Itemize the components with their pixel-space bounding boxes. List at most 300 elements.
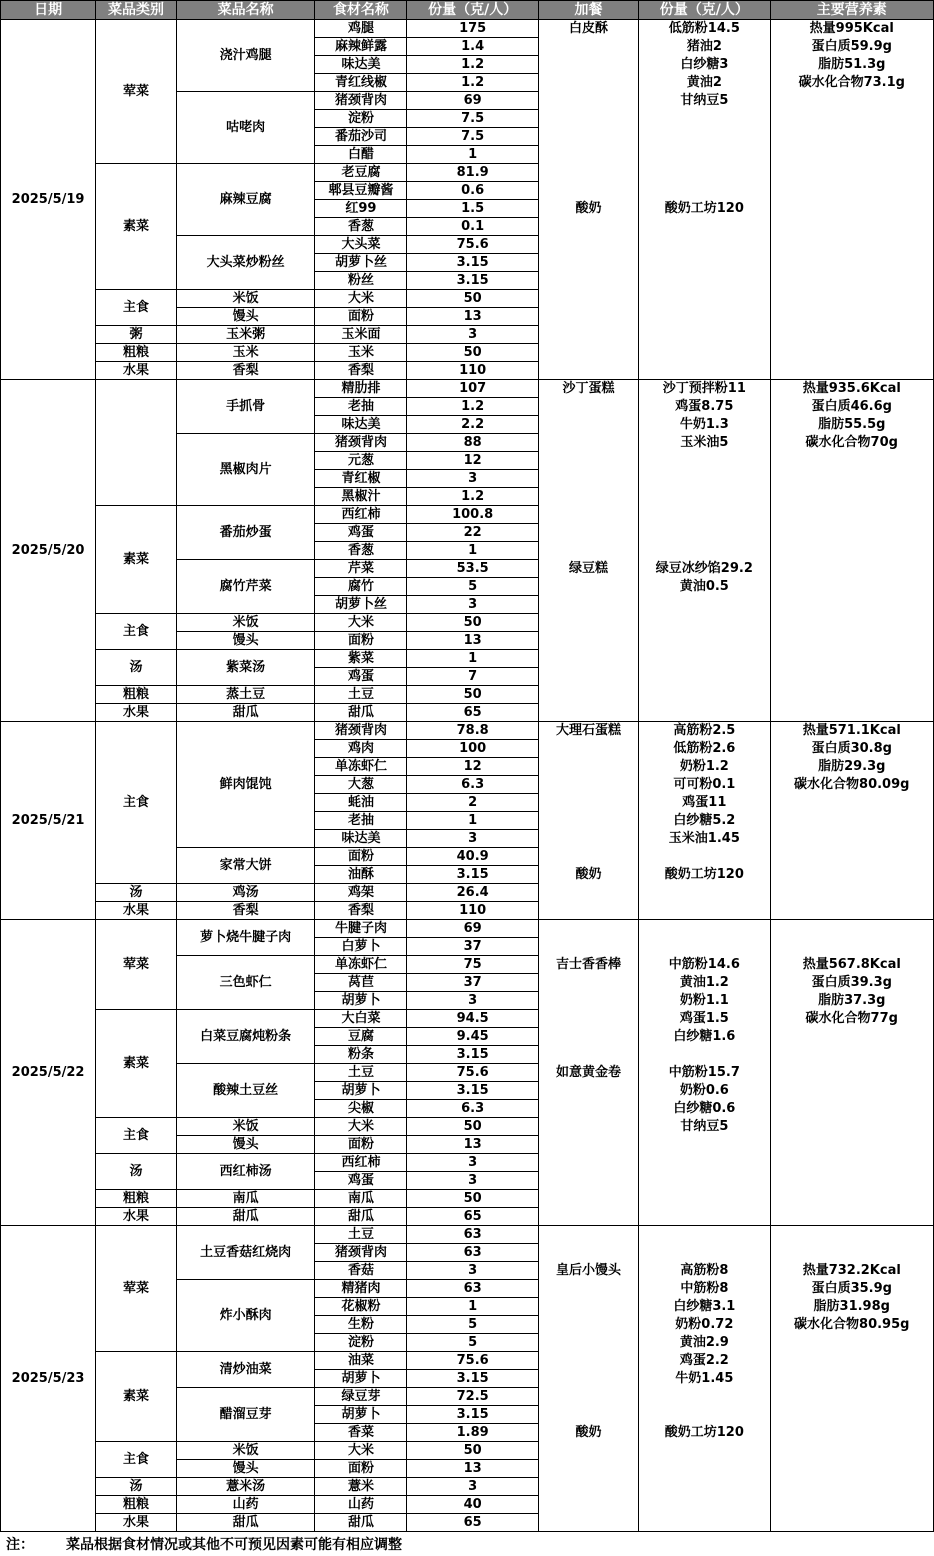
portion-cell: 12 — [407, 758, 538, 776]
portion-cell: 50 — [407, 344, 538, 362]
nutrition-item: 蛋白质35.9g — [811, 1281, 892, 1296]
snack-portion: 酸奶工坊120 — [664, 201, 744, 216]
portion-cell: 1 — [407, 146, 538, 164]
portion-cell: 22 — [407, 524, 538, 542]
portion-cell: 50 — [407, 1190, 538, 1208]
portion-cell: 3.15 — [407, 1046, 538, 1064]
dish-name-cell: 香梨 — [176, 362, 315, 380]
table-row — [1, 920, 934, 938]
ingredient-cell: 单冻虾仁 — [315, 758, 407, 776]
category-cell: 荤菜 — [96, 1226, 177, 1352]
portion-cell: 94.5 — [407, 1010, 538, 1028]
dish-name-cell: 米饭 — [176, 290, 315, 308]
ingredient-cell: 牛腱子肉 — [315, 920, 407, 938]
snack-name: 酸奶 — [575, 867, 602, 882]
ingredient-cell: 西红柿 — [315, 506, 407, 524]
dish-name-cell: 米饭 — [176, 614, 315, 632]
portion-cell: 6.3 — [407, 776, 538, 794]
portion-cell: 50 — [407, 614, 538, 632]
category-cell: 粗粮 — [96, 344, 177, 362]
ingredient-cell: 青红椒 — [315, 470, 407, 488]
portion-cell: 3 — [407, 992, 538, 1010]
category-cell: 荤菜 — [96, 920, 177, 1010]
dish-name-cell: 醋溜豆芽 — [176, 1388, 315, 1442]
portion-cell: 37 — [407, 938, 538, 956]
date-cell: 2025/5/23 — [1, 1226, 96, 1532]
ingredient-cell: 胡萝卜 — [315, 992, 407, 1010]
ingredient-cell: 大葱 — [315, 776, 407, 794]
header-dish: 菜品名称 — [176, 1, 315, 20]
dish-name-cell: 米饭 — [176, 1442, 315, 1460]
snack-name-cell — [538, 380, 638, 722]
ingredient-cell: 麻辣鲜露 — [315, 38, 407, 56]
table-row — [1, 20, 934, 38]
ingredient-cell: 油酥 — [315, 866, 407, 884]
dish-name-cell: 蒸土豆 — [176, 686, 315, 704]
header-portion: 份量（克/人） — [407, 1, 538, 20]
portion-cell: 63 — [407, 1244, 538, 1262]
snack-portion: 白纱糖3 — [680, 57, 729, 72]
ingredient-cell: 胡萝卜丝 — [315, 596, 407, 614]
ingredient-cell: 鸡腿 — [315, 20, 407, 38]
ingredient-cell: 粉丝 — [315, 272, 407, 290]
dish-name-cell: 家常大饼 — [176, 848, 315, 884]
category-cell: 素菜 — [96, 1010, 177, 1118]
dish-name-cell: 大头菜炒粉丝 — [176, 236, 315, 290]
dish-name-cell: 酸辣土豆丝 — [176, 1064, 315, 1118]
nutrition-item: 热量732.2Kcal — [802, 1263, 901, 1278]
snack-name: 皇后小馒头 — [555, 1263, 621, 1278]
category-cell: 粗粮 — [96, 1496, 177, 1514]
ingredient-cell: 南瓜 — [315, 1190, 407, 1208]
portion-cell: 75.6 — [407, 1352, 538, 1370]
portion-cell: 2 — [407, 794, 538, 812]
date-cell: 2025/5/21 — [1, 722, 96, 920]
ingredient-cell: 胡萝卜 — [315, 1406, 407, 1424]
ingredient-cell: 大米 — [315, 1442, 407, 1460]
portion-cell: 100 — [407, 740, 538, 758]
snack-name: 绿豆糕 — [568, 561, 608, 576]
portion-cell: 110 — [407, 362, 538, 380]
portion-cell: 65 — [407, 1208, 538, 1226]
ingredient-cell: 西红柿 — [315, 1154, 407, 1172]
snack-portion: 黄油2 — [686, 75, 722, 90]
ingredient-cell: 甜瓜 — [315, 1514, 407, 1532]
nutrition-item: 蛋白质59.9g — [811, 39, 892, 54]
portion-cell: 1 — [407, 1298, 538, 1316]
date-cell: 2025/5/20 — [1, 380, 96, 722]
ingredient-cell: 大米 — [315, 290, 407, 308]
ingredient-cell: 白醋 — [315, 146, 407, 164]
nutrition-item: 碳水化合物80.95g — [794, 1317, 910, 1332]
ingredient-cell: 紫菜 — [315, 650, 407, 668]
category-cell: 荤菜 — [96, 20, 177, 164]
nutrition-cell — [770, 1226, 933, 1532]
portion-cell: 1.4 — [407, 38, 538, 56]
snack-name: 吉士香香棒 — [555, 957, 621, 972]
dish-name-cell: 萝卜烧牛腱子肉 — [176, 920, 315, 956]
nutrition-cell — [770, 380, 933, 722]
snack-portion: 玉米油5 — [680, 435, 729, 450]
ingredient-cell: 玉米 — [315, 344, 407, 362]
ingredient-cell: 胡萝卜丝 — [315, 254, 407, 272]
ingredient-cell: 面粉 — [315, 1460, 407, 1478]
ingredient-cell: 青红线椒 — [315, 74, 407, 92]
ingredient-cell: 生粉 — [315, 1316, 407, 1334]
snack-name: 沙丁蛋糕 — [562, 381, 615, 396]
ingredient-cell: 胡萝卜 — [315, 1082, 407, 1100]
table-row — [1, 722, 934, 740]
ingredient-cell: 面粉 — [315, 632, 407, 650]
category-cell: 主食 — [96, 290, 177, 326]
snack-portion: 牛奶1.3 — [679, 417, 729, 432]
header-snack-portion: 份量（克/人） — [639, 1, 770, 20]
snack-portion-cell — [639, 722, 770, 920]
nutrition-item: 蛋白质30.8g — [811, 741, 892, 756]
ingredient-cell: 淀粉 — [315, 110, 407, 128]
category-cell: 水果 — [96, 1514, 177, 1532]
date-cell: 2025/5/22 — [1, 920, 96, 1226]
ingredient-cell: 面粉 — [315, 1136, 407, 1154]
nutrition-item: 热量935.6Kcal — [802, 381, 901, 396]
nutrition-item: 蛋白质46.6g — [811, 399, 892, 414]
snack-portion: 绿豆冰纱馅29.2 — [655, 561, 753, 576]
portion-cell: 75.6 — [407, 236, 538, 254]
nutrition-item: 脂肪31.98g — [813, 1299, 890, 1314]
dish-name-cell: 薏米汤 — [176, 1478, 315, 1496]
dish-name-cell: 炸小酥肉 — [176, 1280, 315, 1352]
snack-portion: 奶粉1.1 — [679, 993, 729, 1008]
dish-name-cell: 紫菜汤 — [176, 650, 315, 686]
ingredient-cell: 胡萝卜 — [315, 1370, 407, 1388]
category-cell: 汤 — [96, 1154, 177, 1190]
portion-cell: 13 — [407, 1136, 538, 1154]
portion-cell: 1 — [407, 650, 538, 668]
ingredient-cell: 老抽 — [315, 398, 407, 416]
snack-portion: 鸡蛋2.2 — [679, 1353, 729, 1368]
portion-cell: 0.6 — [407, 182, 538, 200]
snack-portion-cell — [639, 380, 770, 722]
portion-cell: 175 — [407, 20, 538, 38]
dish-name-cell: 清炒油菜 — [176, 1352, 315, 1388]
header-ingredient: 食材名称 — [315, 1, 407, 20]
footer-text: 菜品根据食材情况或其他不可预见因素可能有相应调整 — [66, 1537, 402, 1553]
portion-cell: 2.2 — [407, 416, 538, 434]
portion-cell: 63 — [407, 1280, 538, 1298]
dish-name-cell: 麻辣豆腐 — [176, 164, 315, 236]
snack-portion: 奶粉1.2 — [679, 759, 729, 774]
snack-name-cell — [538, 920, 638, 1226]
category-cell: 汤 — [96, 650, 177, 686]
category-cell: 主食 — [96, 1118, 177, 1154]
nutrition-item: 蛋白质39.3g — [811, 975, 892, 990]
snack-portion: 高筋粉8 — [680, 1263, 729, 1278]
dish-name-cell: 浇汁鸡腿 — [176, 20, 315, 92]
portion-cell: 69 — [407, 92, 538, 110]
ingredient-cell: 花椒粉 — [315, 1298, 407, 1316]
nutrition-item: 热量995Kcal — [809, 21, 894, 36]
snack-name-cell — [538, 722, 638, 920]
portion-cell: 40.9 — [407, 848, 538, 866]
ingredient-cell: 元葱 — [315, 452, 407, 470]
header-category: 菜品类别 — [96, 1, 177, 20]
date-cell: 2025/5/19 — [1, 20, 96, 380]
portion-cell: 1 — [407, 812, 538, 830]
dish-name-cell: 香梨 — [176, 902, 315, 920]
category-cell: 汤 — [96, 884, 177, 902]
ingredient-cell: 甜瓜 — [315, 704, 407, 722]
portion-cell: 75 — [407, 956, 538, 974]
ingredient-cell: 香梨 — [315, 902, 407, 920]
portion-cell: 5 — [407, 1316, 538, 1334]
nutrition-item: 脂肪29.3g — [818, 759, 886, 774]
ingredient-cell: 蚝油 — [315, 794, 407, 812]
ingredient-cell: 尖椒 — [315, 1100, 407, 1118]
snack-name: 酸奶 — [575, 1425, 602, 1440]
portion-cell: 65 — [407, 1514, 538, 1532]
portion-cell: 3.15 — [407, 254, 538, 272]
portion-cell: 3 — [407, 1172, 538, 1190]
portion-cell: 9.45 — [407, 1028, 538, 1046]
dish-name-cell: 米饭 — [176, 1118, 315, 1136]
nutrition-item: 热量567.8Kcal — [802, 957, 901, 972]
ingredient-cell: 淀粉 — [315, 1334, 407, 1352]
portion-cell: 3 — [407, 326, 538, 344]
ingredient-cell: 鸡肉 — [315, 740, 407, 758]
dish-name-cell: 三色虾仁 — [176, 956, 315, 1010]
dish-name-cell: 甜瓜 — [176, 1514, 315, 1532]
ingredient-cell: 土豆 — [315, 1064, 407, 1082]
portion-cell: 3.15 — [407, 1406, 538, 1424]
portion-cell: 3 — [407, 1478, 538, 1496]
ingredient-cell: 白萝卜 — [315, 938, 407, 956]
portion-cell: 3.15 — [407, 866, 538, 884]
nutrition-item: 脂肪55.5g — [818, 417, 886, 432]
snack-portion: 酸奶工坊120 — [664, 867, 744, 882]
dish-name-cell: 鸡汤 — [176, 884, 315, 902]
dish-name-cell: 番茄炒蛋 — [176, 506, 315, 560]
portion-cell: 1.2 — [407, 74, 538, 92]
nutrition-item: 脂肪37.3g — [818, 993, 886, 1008]
portion-cell: 5 — [407, 578, 538, 596]
snack-portion: 可可粉0.1 — [673, 777, 736, 792]
ingredient-cell: 味达美 — [315, 56, 407, 74]
portion-cell: 88 — [407, 434, 538, 452]
ingredient-cell: 老豆腐 — [315, 164, 407, 182]
ingredient-cell: 面粉 — [315, 308, 407, 326]
snack-portion-cell — [639, 20, 770, 380]
snack-portion: 鸡蛋11 — [682, 795, 727, 810]
ingredient-cell: 香梨 — [315, 362, 407, 380]
portion-cell: 37 — [407, 974, 538, 992]
nutrition-item: 热量571.1Kcal — [802, 723, 901, 738]
snack-portion: 玉米油1.45 — [668, 831, 740, 846]
ingredient-cell: 芹菜 — [315, 560, 407, 578]
snack-portion: 甘纳豆5 — [680, 1119, 729, 1134]
dish-name-cell: 西红柿汤 — [176, 1154, 315, 1190]
dish-name-cell: 甜瓜 — [176, 1208, 315, 1226]
snack-portion-cell — [639, 920, 770, 1226]
snack-portion: 酸奶工坊120 — [664, 1425, 744, 1440]
dish-name-cell: 白菜豆腐炖粉条 — [176, 1010, 315, 1064]
dish-name-cell: 土豆香菇红烧肉 — [176, 1226, 315, 1280]
dish-name-cell: 玉米 — [176, 344, 315, 362]
ingredient-cell: 单冻虾仁 — [315, 956, 407, 974]
snack-portion: 甘纳豆5 — [680, 93, 729, 108]
ingredient-cell: 猪颈背肉 — [315, 722, 407, 740]
portion-cell: 50 — [407, 686, 538, 704]
portion-cell: 7.5 — [407, 128, 538, 146]
portion-cell: 7.5 — [407, 110, 538, 128]
ingredient-cell: 油菜 — [315, 1352, 407, 1370]
ingredient-cell: 黑椒汁 — [315, 488, 407, 506]
portion-cell: 13 — [407, 632, 538, 650]
ingredient-cell: 鸡架 — [315, 884, 407, 902]
portion-cell: 1.2 — [407, 398, 538, 416]
category-cell — [96, 380, 177, 506]
dish-name-cell: 馒头 — [176, 632, 315, 650]
category-cell: 主食 — [96, 1442, 177, 1478]
snack-portion: 黄油0.5 — [679, 579, 729, 594]
dish-name-cell: 山药 — [176, 1496, 315, 1514]
snack-name: 白皮酥 — [568, 21, 608, 36]
snack-portion: 猪油2 — [686, 39, 722, 54]
snack-name-cell — [538, 20, 638, 380]
ingredient-cell: 精肋排 — [315, 380, 407, 398]
ingredient-cell: 腐竹 — [315, 578, 407, 596]
ingredient-cell: 精猪肉 — [315, 1280, 407, 1298]
dish-name-cell: 腐竹芹菜 — [176, 560, 315, 614]
snack-portion: 奶粉0.72 — [675, 1317, 734, 1332]
dish-name-cell: 甜瓜 — [176, 704, 315, 722]
ingredient-cell: 味达美 — [315, 416, 407, 434]
snack-portion: 高筋粉2.5 — [673, 723, 736, 738]
dish-name-cell: 馒头 — [176, 1460, 315, 1478]
snack-portion: 低筋粉2.6 — [673, 741, 736, 756]
nutrition-item: 碳水化合物80.09g — [794, 777, 910, 792]
category-cell: 汤 — [96, 1478, 177, 1496]
ingredient-cell: 香葱 — [315, 218, 407, 236]
portion-cell: 107 — [407, 380, 538, 398]
nutrition-item: 碳水化合物70g — [805, 435, 898, 450]
snack-name-cell — [538, 1226, 638, 1532]
snack-name: 如意黄金卷 — [555, 1065, 621, 1080]
portion-cell: 100.8 — [407, 506, 538, 524]
ingredient-cell: 味达美 — [315, 830, 407, 848]
category-cell: 主食 — [96, 614, 177, 650]
dish-name-cell: 手抓骨 — [176, 380, 315, 434]
ingredient-cell: 甜瓜 — [315, 1208, 407, 1226]
ingredient-cell: 薏米 — [315, 1478, 407, 1496]
snack-name: 酸奶 — [575, 201, 602, 216]
portion-cell: 3 — [407, 470, 538, 488]
portion-cell: 50 — [407, 290, 538, 308]
portion-cell: 40 — [407, 1496, 538, 1514]
snack-portion: 黄油1.2 — [679, 975, 729, 990]
category-cell: 粗粮 — [96, 686, 177, 704]
portion-cell: 50 — [407, 1442, 538, 1460]
ingredient-cell: 鸡蛋 — [315, 524, 407, 542]
ingredient-cell: 豆腐 — [315, 1028, 407, 1046]
category-cell: 素菜 — [96, 164, 177, 290]
footer-label: 注： — [6, 1537, 34, 1553]
ingredient-cell: 鸡蛋 — [315, 668, 407, 686]
snack-portion-cell — [639, 1226, 770, 1532]
portion-cell: 1.2 — [407, 488, 538, 506]
category-cell: 水果 — [96, 704, 177, 722]
ingredient-cell: 面粉 — [315, 848, 407, 866]
ingredient-cell: 猪颈背肉 — [315, 434, 407, 452]
ingredient-cell: 老抽 — [315, 812, 407, 830]
portion-cell: 3 — [407, 1154, 538, 1172]
snack-portion: 牛奶1.45 — [675, 1371, 734, 1386]
dish-name-cell: 馒头 — [176, 308, 315, 326]
portion-cell: 3 — [407, 830, 538, 848]
ingredient-cell: 大米 — [315, 614, 407, 632]
ingredient-cell: 土豆 — [315, 686, 407, 704]
portion-cell: 6.3 — [407, 1100, 538, 1118]
portion-cell: 63 — [407, 1226, 538, 1244]
portion-cell: 3.15 — [407, 1082, 538, 1100]
header-snack: 加餐 — [538, 1, 638, 20]
portion-cell: 1.2 — [407, 56, 538, 74]
ingredient-cell: 大头菜 — [315, 236, 407, 254]
portion-cell: 3.15 — [407, 1370, 538, 1388]
portion-cell: 1 — [407, 542, 538, 560]
portion-cell: 0.1 — [407, 218, 538, 236]
ingredient-cell: 大白菜 — [315, 1010, 407, 1028]
snack-portion: 鸡蛋1.5 — [679, 1011, 729, 1026]
portion-cell: 3 — [407, 596, 538, 614]
ingredient-cell: 猪颈背肉 — [315, 1244, 407, 1262]
portion-cell: 72.5 — [407, 1388, 538, 1406]
ingredient-cell: 绿豆芽 — [315, 1388, 407, 1406]
category-cell: 水果 — [96, 362, 177, 380]
footer-note — [0, 1534, 934, 1556]
category-cell: 水果 — [96, 1208, 177, 1226]
nutrition-item: 碳水化合物77g — [805, 1011, 898, 1026]
ingredient-cell: 猪颈背肉 — [315, 92, 407, 110]
portion-cell: 1.89 — [407, 1424, 538, 1442]
ingredient-cell: 红99 — [315, 200, 407, 218]
snack-name: 大理石蛋糕 — [555, 723, 621, 738]
portion-cell: 5 — [407, 1334, 538, 1352]
portion-cell: 1.5 — [407, 200, 538, 218]
category-cell: 素菜 — [96, 506, 177, 614]
category-cell: 水果 — [96, 902, 177, 920]
header-nutrition: 主要营养素 — [770, 1, 933, 20]
snack-portion: 沙丁预拌粉11 — [662, 381, 746, 396]
snack-portion: 低筋粉14.5 — [668, 21, 740, 36]
ingredient-cell: 香葱 — [315, 542, 407, 560]
portion-cell: 81.9 — [407, 164, 538, 182]
portion-cell: 13 — [407, 1460, 538, 1478]
category-cell: 素菜 — [96, 1352, 177, 1442]
menu-body — [1, 20, 934, 1532]
portion-cell: 110 — [407, 902, 538, 920]
dish-name-cell: 鲜肉馄饨 — [176, 722, 315, 848]
ingredient-cell: 大米 — [315, 1118, 407, 1136]
portion-cell: 12 — [407, 452, 538, 470]
category-cell: 主食 — [96, 722, 177, 884]
header-row — [1, 1, 934, 20]
ingredient-cell: 番茄沙司 — [315, 128, 407, 146]
category-cell: 粗粮 — [96, 1190, 177, 1208]
portion-cell: 3.15 — [407, 272, 538, 290]
dish-name-cell: 南瓜 — [176, 1190, 315, 1208]
nutrition-item: 脂肪51.3g — [818, 57, 886, 72]
snack-portion: 白纱糖0.6 — [673, 1101, 736, 1116]
